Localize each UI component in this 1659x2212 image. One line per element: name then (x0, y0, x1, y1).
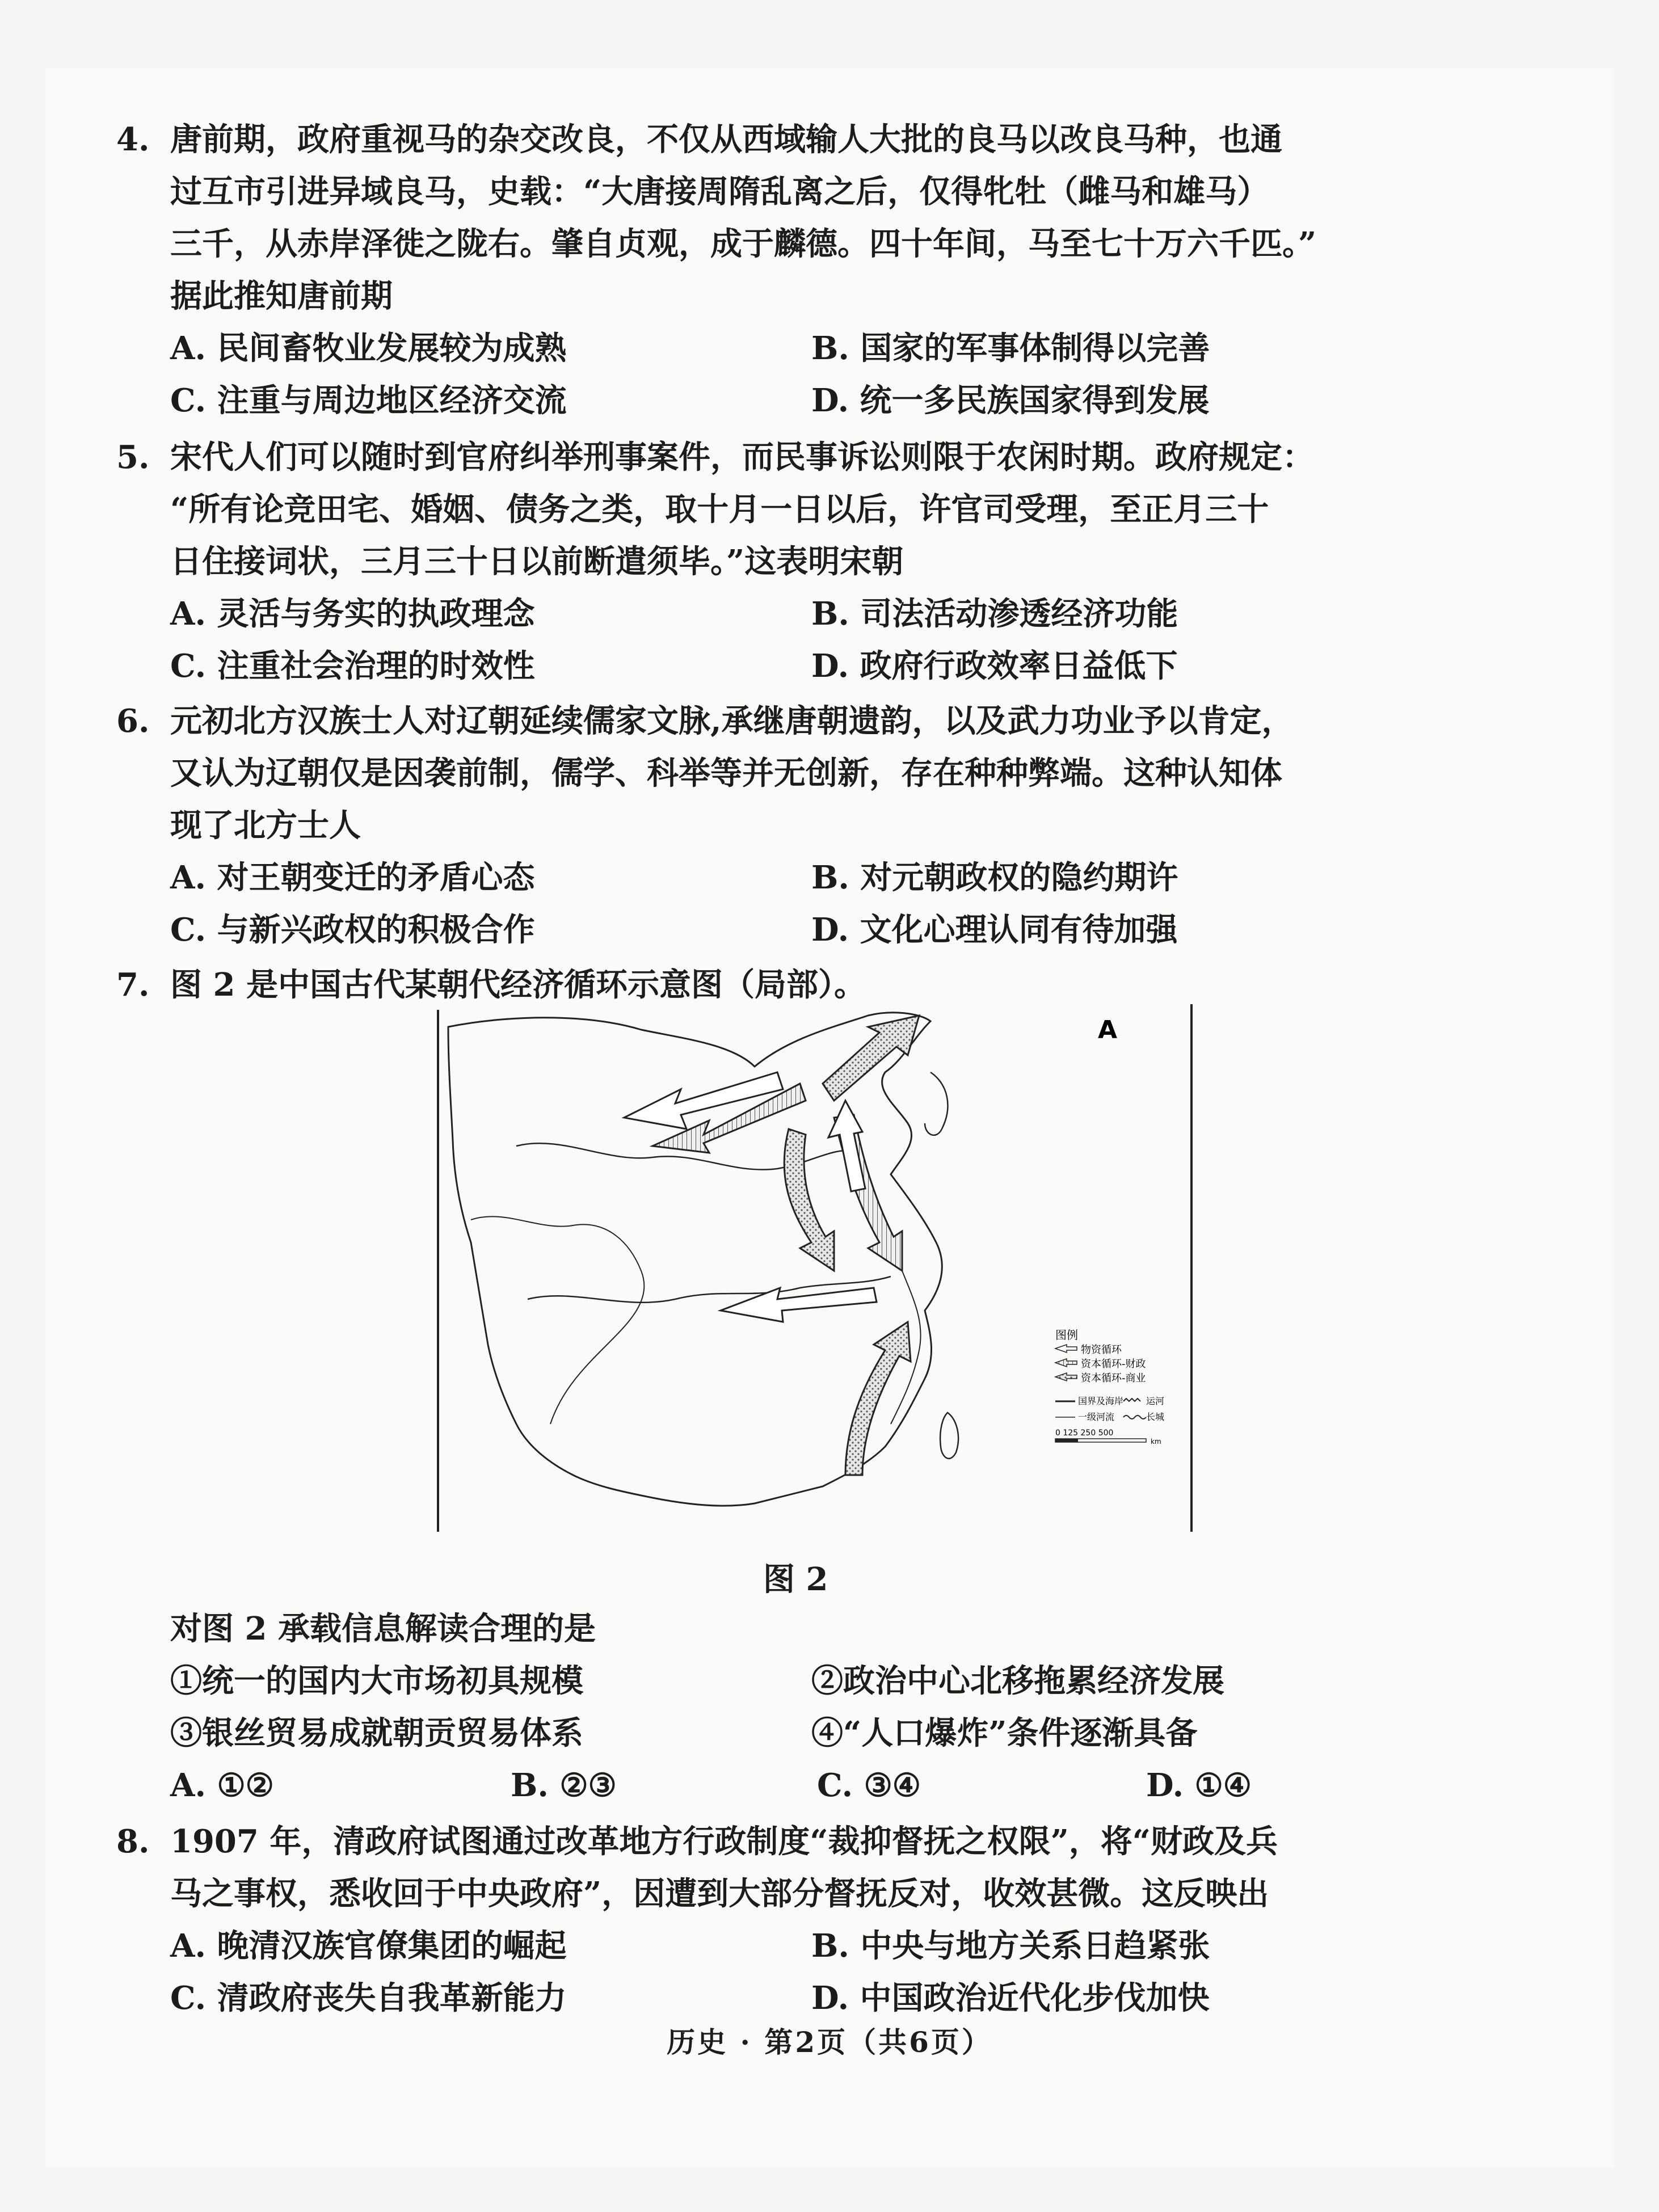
option-b[interactable]: B. 司法活动渗透经济功能 (811, 595, 1178, 633)
question-number: 8. (116, 1823, 150, 1860)
option-d[interactable]: D. ①④ (1146, 1767, 1252, 1804)
legend-scale-fill (1055, 1439, 1078, 1442)
stem-line: 过互市引进异域良马，史载：“大唐接周隋乱离之后，仅得牝牡（雌马和雄马） (170, 173, 1269, 210)
item-1: ①统一的国内大市场初具规模 (170, 1662, 583, 1700)
stem-line: 现了北方士人 (170, 807, 361, 844)
option-b[interactable]: B. 国家的军事体制得以完善 (811, 330, 1210, 367)
economic-cycle-map (437, 1004, 1203, 1537)
item-4: ④“人口爆炸”条件逐渐具备 (811, 1714, 1198, 1752)
island-taiwan (940, 1413, 958, 1459)
page-footer: 历史 · 第2页（共6页） (667, 2025, 992, 2059)
question-5 (116, 431, 1492, 692)
north-arrow-icon: A (1098, 1016, 1118, 1044)
option-d[interactable]: D. 文化心理认同有待加强 (811, 911, 1178, 949)
stem-line: 1907 年，清政府试图通过改革地方行政制度“裁抑督抚之权限”，将“财政及兵 (170, 1823, 1278, 1860)
legend-arrow-commercial-icon (1055, 1373, 1077, 1381)
stem-line: 宋代人们可以随时到官府纠举刑事案件，而民事诉讼则限于农闲时期。政府规定： (170, 439, 1314, 476)
question-number: 7. (116, 966, 150, 1004)
option-b[interactable]: B. 中央与地方关系日趋紧张 (811, 1927, 1210, 1965)
map-svg (437, 1004, 1203, 1537)
question-number: 4. (116, 121, 150, 158)
legend-arrow-fiscal-icon (1055, 1359, 1077, 1367)
stem-line: 元初北方汉族士人对辽朝延续儒家文脉,承继唐朝遗韵，以及武力功业予以肯定， (170, 702, 1294, 740)
question-number: 5. (116, 439, 150, 476)
question-number: 6. (116, 702, 150, 740)
option-c[interactable]: C. 注重与周边地区经济交流 (170, 382, 567, 419)
legend-boundary: 国界及海岸 (1078, 1396, 1124, 1406)
question-6 (116, 695, 1492, 956)
stem-line: 图 2 是中国古代某朝代经济循环示意图（局部）。 (170, 966, 866, 1004)
option-c[interactable]: C. 注重社会治理的时效性 (170, 647, 535, 685)
stem-line: 唐前期，政府重视马的杂交改良，不仅从西域输人大批的良马以改良马种，也通 (170, 121, 1282, 158)
legend-material: 物资循环 (1081, 1344, 1122, 1356)
option-c[interactable]: C. ③④ (817, 1767, 921, 1804)
stem-line: 又认为辽朝仅是因袭前制，儒学、科举等并无创新，存在种种弊端。这种认知体 (170, 755, 1282, 792)
legend-capital-fiscal: 资本循环-财政 (1081, 1358, 1146, 1370)
stem-line: 日住接词状，三月三十日以前断遣须毕。”这表明宋朝 (170, 543, 904, 580)
map-legend (1055, 1328, 1164, 1446)
legend-scale: 0 125 250 500 (1055, 1429, 1114, 1438)
option-a[interactable]: A. 民间畜牧业发展较为成熟 (170, 330, 567, 367)
option-a[interactable]: A. 晚清汉族官僚集团的崛起 (170, 1927, 567, 1965)
option-b[interactable]: B. ②③ (511, 1767, 617, 1804)
option-d[interactable]: D. 政府行政效率日益低下 (811, 647, 1178, 685)
stem-line: 据此推知唐前期 (170, 277, 393, 315)
option-a[interactable]: A. 对王朝变迁的矛盾心态 (170, 859, 535, 896)
option-b[interactable]: B. 对元朝政权的隐约期许 (811, 859, 1178, 896)
question-7-body (170, 1603, 1492, 1811)
legend-capital-commercial: 资本循环-商业 (1081, 1372, 1146, 1384)
legend-title: 图例 (1055, 1328, 1078, 1342)
option-c[interactable]: C. 与新兴政权的积极合作 (170, 911, 535, 949)
question-8 (116, 1815, 1492, 2024)
stem-line: 马之事权，悉收回于中央政府”，因遭到大部分督抚反对，收效甚微。这反映出 (170, 1875, 1269, 1912)
legend-canal: 运河 (1146, 1396, 1165, 1406)
question-4 (116, 113, 1492, 427)
item-2: ②政治中心北移拖累经济发展 (811, 1662, 1224, 1700)
stem-line: “所有论竞田宅、婚姻、债务之类，取十月一日以后，许官司受理，至正月三十 (170, 491, 1269, 528)
option-d[interactable]: D. 统一多民族国家得到发展 (811, 382, 1210, 419)
legend-canal-icon (1123, 1398, 1140, 1401)
legend-arrow-material-icon (1055, 1345, 1077, 1353)
figure-caption: 图 2 (763, 1561, 828, 1598)
legend-wall: 长城 (1146, 1412, 1165, 1422)
legend-river: 一级河流 (1078, 1412, 1115, 1422)
item-3: ③银丝贸易成就朝贡贸易体系 (170, 1714, 583, 1752)
arrow-capital-south (784, 1129, 834, 1271)
inner-boundary (471, 1216, 644, 1424)
peninsula (925, 1072, 948, 1135)
question-7 (116, 959, 1492, 1011)
legend-scale-unit: km (1151, 1438, 1161, 1446)
option-a[interactable]: A. 灵活与务实的执政理念 (170, 595, 535, 633)
stem-line: 三千，从赤岸泽徙之陇右。肇自贞观，成于麟德。四十年间，马至七十万六千匹。” (170, 225, 1317, 263)
option-d[interactable]: D. 中国政治近代化步伐加快 (811, 1979, 1210, 2017)
option-c[interactable]: C. 清政府丧失自我革新能力 (170, 1979, 567, 2017)
arrow-commercial-ne (823, 1016, 919, 1101)
option-a[interactable]: A. ①② (170, 1767, 274, 1804)
question-prompt: 对图 2 承载信息解读合理的是 (170, 1610, 596, 1648)
legend-wall-icon (1123, 1415, 1146, 1419)
